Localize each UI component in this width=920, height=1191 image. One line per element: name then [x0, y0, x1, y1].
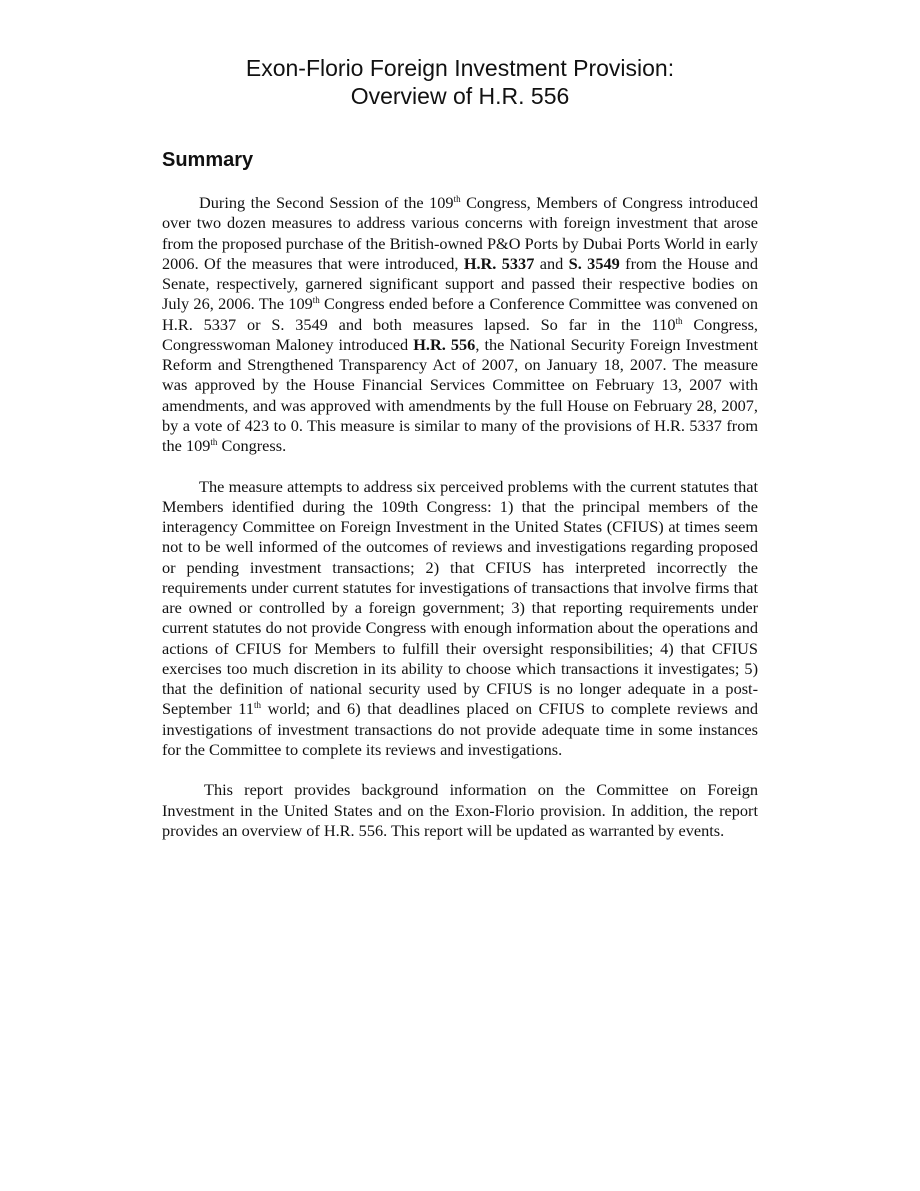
title-line-2: Overview of H.R. 556 [350, 83, 570, 109]
page-title [162, 54, 758, 110]
paragraph-2: The measure attempts to address six perceived problems with the current statutes that Members identified during the 109th Congress: 1) that the principal members of the interagency Committee on Foreign Investment in the United States (CFIUS) at times seem not to be well informed of the outcomes of reviews and investigations regarding proposed or pending investment transactions; 2) that CFIUS has interpreted incorrectly the requirements under current statutes for investigations of transactions that involve firms that are owned or controlled by a foreign government; 3) that reporting requirements under current statutes do not provide Congress with enough information about the operations and actions of CFIUS for Members to fulfill their oversight responsibilities; 4) that CFIUS exercises too much discretion in its ability to choose which transactions it investigates; 5) that the definition of national security used by CFIUS is no longer adequate in a post-September 11th world; and 6) that deadlines placed on CFIUS to complete reviews and investigations of investment transactions do not provide adequate time in some instances for the Committee to complete its reviews and investigations. [162, 476, 758, 759]
bill-hr-556: H.R. 556 [413, 334, 476, 354]
title-line-1: Exon-Florio Foreign Investment Provision: [245, 55, 675, 81]
bill-hr-5337: H.R. 5337 [463, 253, 535, 273]
paragraph-1: During the Second Session of the 109th Congress, Members of Congress introduced over two dozen measures to address various concerns with foreign investment that arose from the proposed purchase of the British-owned P&O Ports by Dubai Ports World in early 2006. Of the measures that were introduced, H.R. 5337 and S. 3549 from the House and Senate, respectively, garnered significant support and passed their respective bodies on July 26, 2006. The 109th Congress ended before a Conference Committee was convened on H.R. 5337 or S. 3549 and both measures lapsed. So far in the 110th Congress, Congresswoman Maloney introduced H.R. 556, the National Security Foreign Investment Reform and Strengthened Transparency Act of 2007, on January 18, 2007. The measure was approved by the House Financial Services Committee on February 13, 2007 with amendments, and was approved with amendments by the full House on February 28, 2007, by a vote of 423 to 0. This measure is similar to many of the provisions of H.R. 5337 from the 109th Congress. [162, 193, 759, 455]
paragraph-3: This report provides background information on the Committee on Foreign Investment in the United States and on the Exon-Florio provision. In addition, the report provides an overview of H.R. 556. This report will be updated as warranted by events. [162, 780, 758, 840]
summary-heading: Summary [162, 149, 254, 171]
summary-body [162, 193, 758, 861]
bill-s-3549: S. 3549 [568, 253, 620, 273]
